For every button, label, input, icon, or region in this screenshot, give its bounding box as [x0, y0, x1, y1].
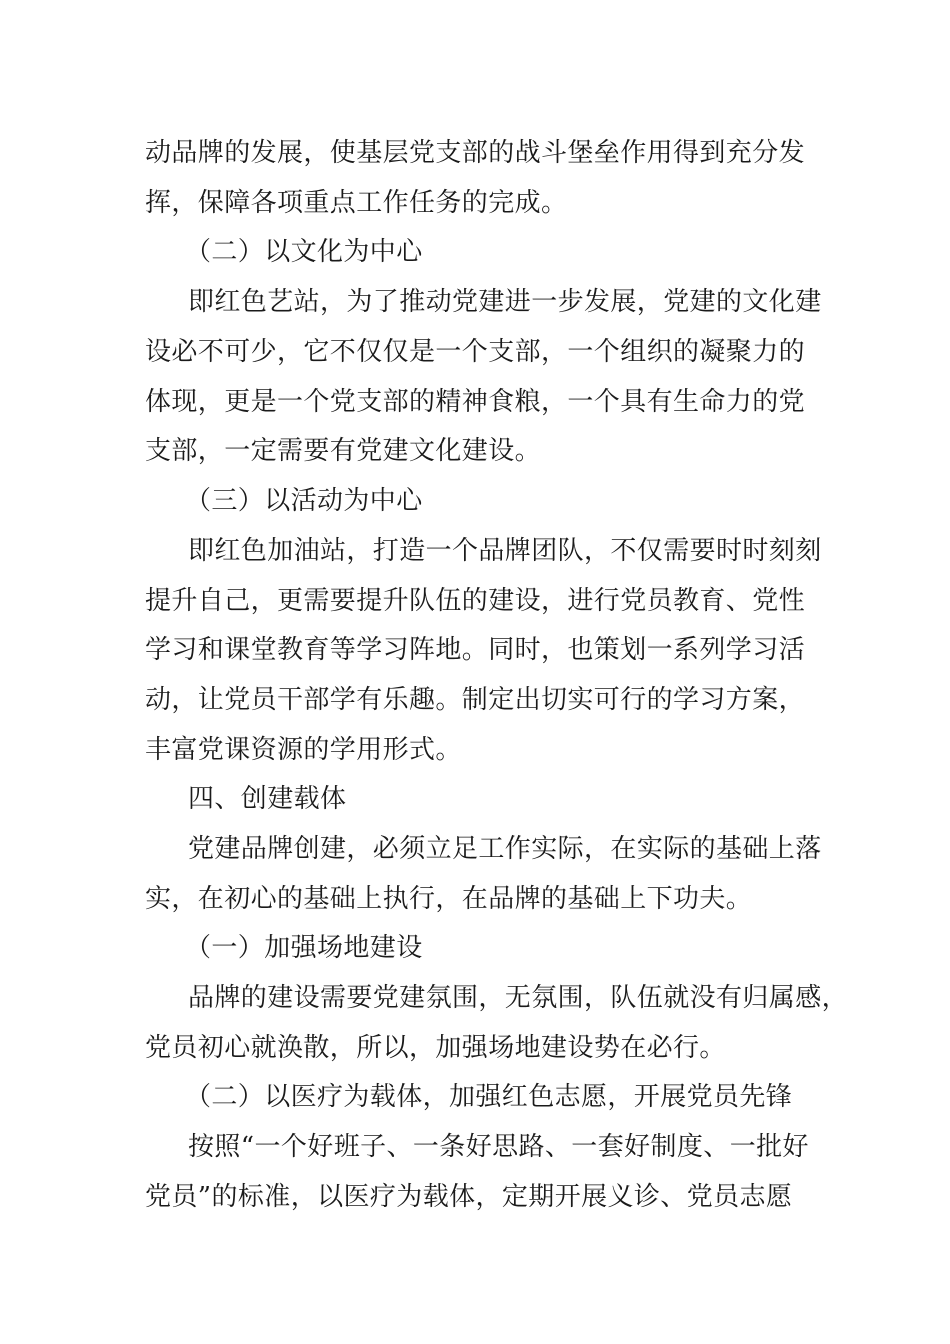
body-text-line: 支部，一定需要有党建文化建设。 [145, 436, 542, 466]
section-heading: （二）以文化为中心 [185, 237, 423, 267]
body-text-line: 丰富党课资源的学用形式。 [145, 735, 462, 765]
body-text-line: 提升自己，更需要提升队伍的建设，进行党员教育、党性 [145, 586, 806, 616]
body-text-line: 学习和课堂教育等学习阵地。同时，也策划一系列学习活 [145, 635, 806, 665]
body-text-line: 品牌的建设需要党建氛围，无氛围，队伍就没有归属感， [188, 983, 849, 1013]
section-heading: 四、创建载体 [188, 784, 347, 814]
body-text-line: 动，让党员干部学有乐趣。制定出切实可行的学习方案， [145, 685, 806, 715]
section-heading: （一）加强场地建设 [185, 933, 423, 963]
body-text-line: 按照“一个好班子、一条好思路、一套好制度、一批好 [188, 1132, 809, 1162]
body-text-line: 动品牌的发展，使基层党支部的战斗堡垒作用得到充分发 [145, 138, 806, 168]
body-text-line: 党建品牌创建，必须立足工作实际，在实际的基础上落 [188, 834, 822, 864]
body-text-line: 体现，更是一个党支部的精神食粮，一个具有生命力的党 [145, 387, 806, 417]
section-heading: （二）以医疗为载体，加强红色志愿，开展党员先锋 [185, 1082, 793, 1112]
body-text-line: 实，在初心的基础上执行，在品牌的基础上下功夫。 [145, 884, 753, 914]
body-text-line: 挥，保障各项重点工作任务的完成。 [145, 188, 568, 218]
body-text-line: 设必不可少，它不仅仅是一个支部，一个组织的凝聚力的 [145, 337, 806, 367]
body-text-line: 即红色加油站，打造一个品牌团队，不仅需要时时刻刻 [188, 536, 822, 566]
section-heading: （三）以活动为中心 [185, 486, 423, 516]
body-text-line: 党员”的标准，以医疗为载体，定期开展义诊、党员志愿 [145, 1182, 793, 1212]
body-text-line: 即红色艺站，为了推动党建进一步发展，党建的文化建 [188, 287, 822, 317]
body-text-line: 党员初心就涣散，所以，加强场地建设势在必行。 [145, 1033, 726, 1063]
